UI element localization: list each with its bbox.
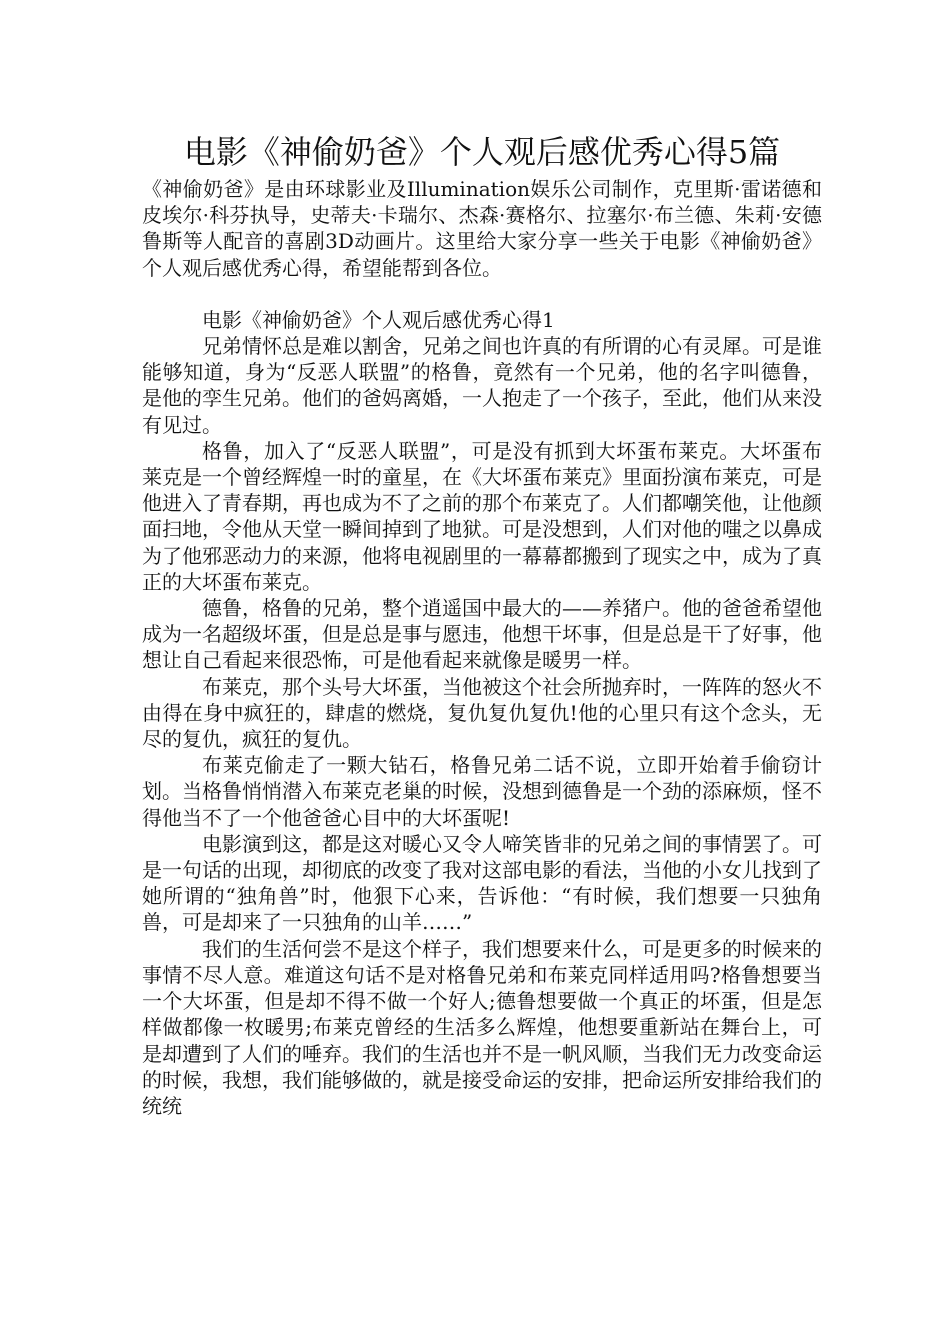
- intro-paragraph: 《神偷奶爸》是由环球影业及Illumination娱乐公司制作，克里斯·雷诺德和皮埃尔·科芬执导，史蒂夫·卡瑞尔、杰森·赛格尔、拉塞尔·布兰德、朱莉·安德鲁斯等人配音的喜剧3D动画片。这里给大家分享一些关于电影《神偷奶爸》个人观后感优秀心得，希望能帮到各位。: [142, 177, 822, 280]
- document-page: [142, 128, 822, 1119]
- body-paragraph: 布莱克偷走了一颗大钻石，格鲁兄弟二话不说，立即开始着手偷窃计划。当格鲁悄悄潜入布莱克老巢的时候，没想到德鲁是一个劲的添麻烦，怪不得他当不了一个他爸爸心目中的大坏蛋呢!: [142, 753, 822, 830]
- body-paragraph: 布莱克，那个头号大坏蛋，当他被这个社会所抛弃时，一阵阵的怒火不由得在身中疯狂的，肆虐的燃烧，复仇复仇复仇!他的心里只有这个念头，无尽的复仇，疯狂的复仇。: [142, 674, 822, 752]
- body-paragraph: 格鲁，加入了“反恶人联盟”，可是没有抓到大坏蛋布莱克。大坏蛋布莱克是一个曾经辉煌一时的童星，在《大坏蛋布莱克》里面扮演布莱克，可是他进入了青春期，再也成为不了之前的那个布莱克了。人们都嘲笑他，让他颜面扫地，令他从天堂一瞬间掉到了地狱。可是没想到，人们对他的嗤之以鼻成为了他邪恶动力的来源，他将电视剧里的一幕幕都搬到了现实之中，成为了真正的大坏蛋布莱克。: [142, 438, 822, 594]
- body-paragraph: 电影演到这，都是这对暖心又令人啼笑皆非的兄弟之间的事情罢了。可是一句话的出现，却彻底的改变了我对这部电影的看法，当他的小女儿找到了她所谓的“独角兽”时，他狠下心来，告诉他：“有时候，我们想要一只独角兽，可是却来了一只独角的山羊……”: [142, 831, 822, 935]
- document-title: 电影《神偷奶爸》个人观后感优秀心得5篇: [183, 133, 781, 171]
- body-paragraph: 我们的生活何尝不是这个样子，我们想要来什么，可是更多的时候来的事情不尽人意。难道这句话不是对格鲁兄弟和布莱克同样适用吗?格鲁想要当一个大坏蛋，但是却不得不做一个好人;德鲁想要做一个真正的坏蛋，但是怎样做都像一枚暖男;布莱克曾经的生活多么辉煌，他想要重新站在舞台上，可是却遭到了人们的唾弃。我们的生活也并不是一帆风顺，当我们无力改变命运的时候，我想，我们能够做的，就是接受命运的安排，把命运所安排给我们的统统: [142, 936, 822, 1118]
- body-paragraph: 兄弟情怀总是难以割舍，兄弟之间也许真的有所谓的心有灵犀。可是谁能够知道，身为“反恶人联盟”的格鲁，竟然有一个兄弟，他的名字叫德鲁，是他的孪生兄弟。他们的爸妈离婚，一人抱走了一个孩子，至此，他们从来没有见过。: [142, 334, 822, 437]
- section-heading: 电影《神偷奶爸》个人观后感优秀心得1: [202, 307, 555, 332]
- body-paragraph: 德鲁，格鲁的兄弟，整个逍遥国中最大的——养猪户。他的爸爸希望他成为一名超级坏蛋，但是总是事与愿违，他想干坏事，但是总是干了好事，他想让自己看起来很恐怖，可是他看起来就像是暖男一样。: [142, 596, 822, 673]
- blank-line: [142, 281, 822, 307]
